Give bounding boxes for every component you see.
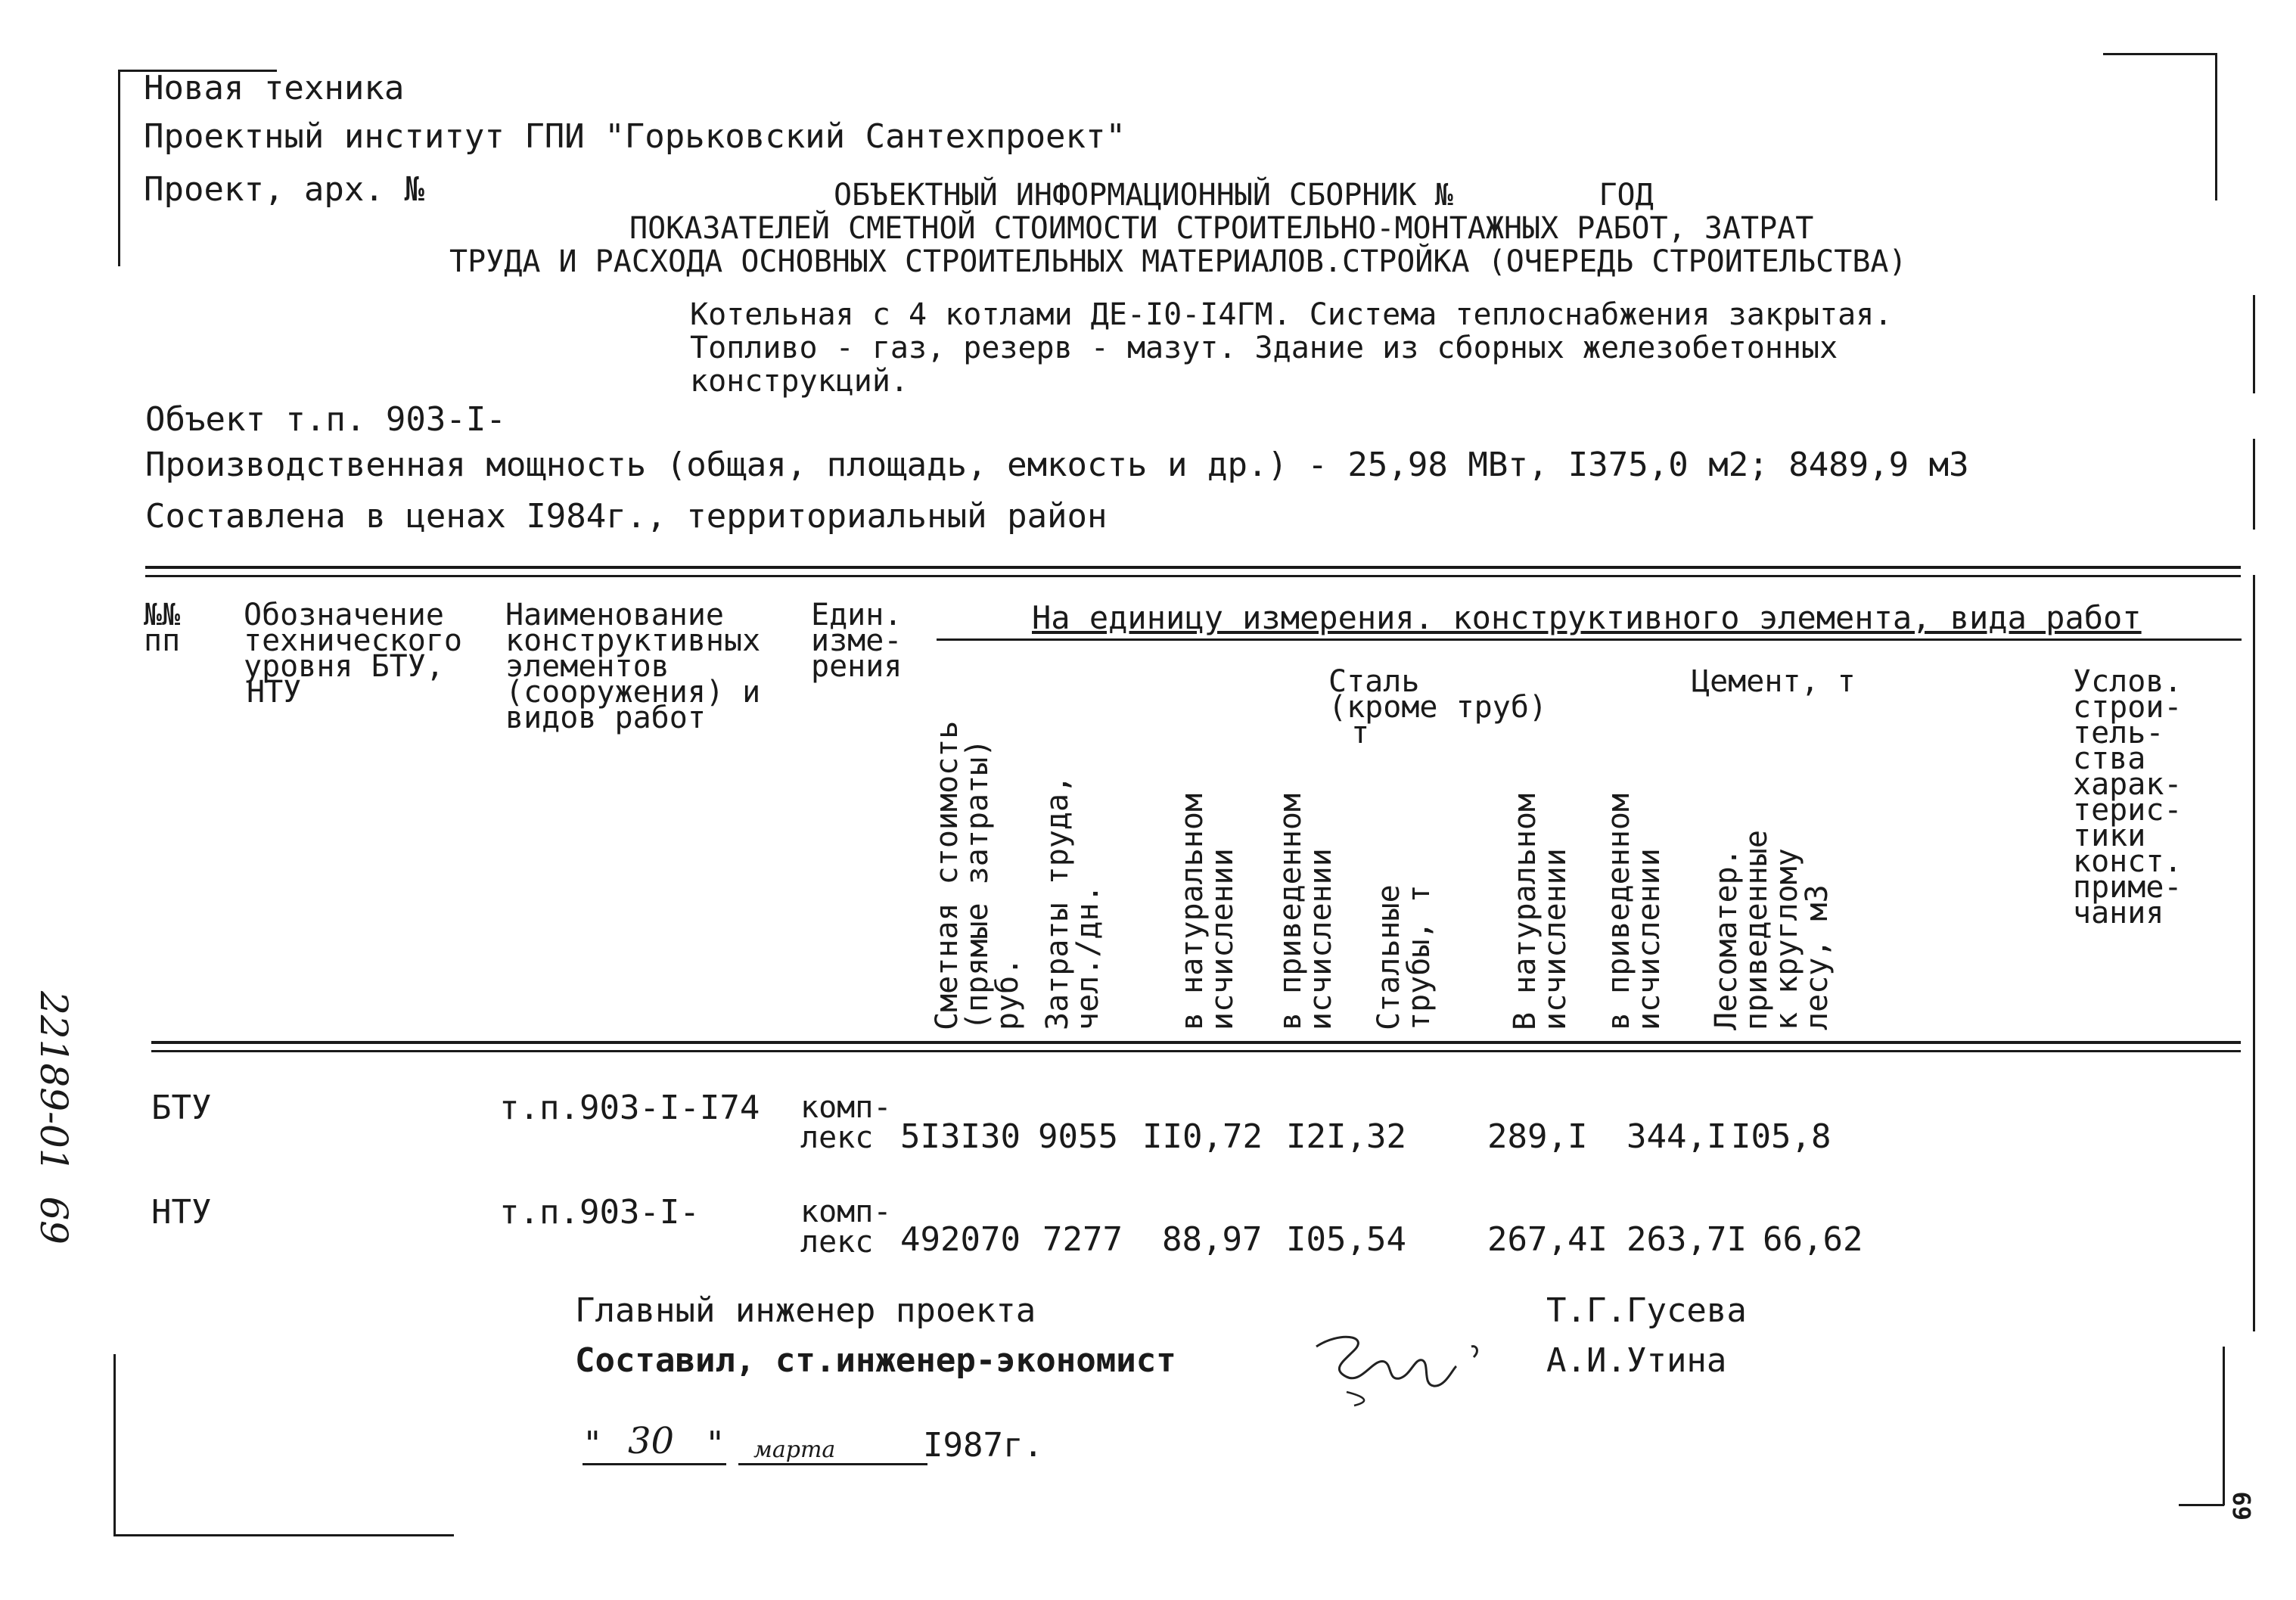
page-number: 69 bbox=[2228, 1491, 2257, 1521]
v-header-cost: Сметная стоимость (прямые затраты) руб. bbox=[930, 720, 1025, 1030]
v-header-timber: Лесоматер. приведенные к круглому лесу, м3 bbox=[1709, 830, 1835, 1030]
table-top-rule-2 bbox=[145, 575, 2241, 577]
row-cement-natural: 267,4I bbox=[1487, 1220, 1608, 1259]
v-header-steel-natural: в натуральном исчислении bbox=[1175, 793, 1240, 1030]
date-month-underline bbox=[738, 1463, 927, 1465]
col-header-number: №№ пп bbox=[144, 598, 181, 658]
row-unit-2: лекс bbox=[800, 1120, 874, 1155]
object-desc-3: конструкций. bbox=[690, 364, 909, 399]
row-cement-reduced: 344,I bbox=[1626, 1117, 1727, 1156]
frame-right-bottom bbox=[2223, 1347, 2225, 1505]
frame-left-bottom bbox=[113, 1354, 116, 1536]
frame-right-mid2 bbox=[2253, 439, 2255, 530]
signature bbox=[1301, 1316, 1490, 1407]
object-desc-2: Топливо - газ, резерв - мазут. Здание из сборных железобетонных bbox=[690, 331, 1838, 365]
row-cement-natural: 289,I bbox=[1487, 1117, 1588, 1156]
compiled-by-name: А.И.Утина bbox=[1546, 1341, 1727, 1380]
chief-engineer-label: Главный инженер проекта bbox=[575, 1291, 1036, 1330]
date-day: 30 bbox=[628, 1420, 675, 1462]
date-year: I987г. bbox=[923, 1426, 1043, 1465]
row-steel-reduced: I05,54 bbox=[1286, 1220, 1406, 1259]
row-level: БТУ bbox=[151, 1089, 212, 1127]
date-quote-close: " bbox=[705, 1424, 725, 1463]
compiled-by-label: Составил, ст.инженер-экономист bbox=[575, 1341, 1176, 1380]
header-bottom-rule-2 bbox=[151, 1050, 2241, 1052]
row-labor: 7277 bbox=[1042, 1220, 1123, 1259]
header-line-2: Проектный институт ГПИ "Горьковский Сантехпроект" bbox=[144, 117, 1126, 156]
group-header-rule bbox=[937, 638, 2242, 641]
frame-bottom-left bbox=[113, 1534, 454, 1536]
object-desc-1: Котельная с 4 котлами ДЕ-I0-I4ГМ. Система теплоснабжения закрытая. bbox=[690, 297, 1893, 332]
row-unit-1: комп- bbox=[800, 1090, 892, 1125]
row-unit-2: лекс bbox=[800, 1225, 874, 1260]
row-steel-natural: 88,97 bbox=[1162, 1220, 1263, 1259]
table-top-rule-1 bbox=[145, 566, 2241, 569]
title-line-3: ТРУДА И РАСХОДА ОСНОВНЫХ СТРОИТЕЛЬНЫХ МАТЕРИАЛОВ.СТРОЙКА (ОЧЕРЕДЬ СТРОИТЕЛЬСТВА) bbox=[449, 244, 1907, 279]
frame-right-mid3 bbox=[2253, 575, 2255, 1331]
group-header: На единицу измерения. конструктивного элемента, вида работ bbox=[1032, 599, 2142, 636]
cement-group-header: Цемент, т bbox=[1692, 664, 1856, 699]
title-line-1: ОБЪЕКТНЫЙ ИНФОРМАЦИОННЫЙ СБОРНИК № ГОД bbox=[834, 178, 1654, 213]
frame-right-mid1 bbox=[2253, 295, 2255, 393]
row-unit-1: комп- bbox=[800, 1195, 892, 1229]
header-line-3: Проект, арх. № bbox=[144, 170, 424, 209]
header-bottom-rule-1 bbox=[151, 1041, 2241, 1044]
frame-bottom-right bbox=[2179, 1504, 2224, 1506]
side-archive-code: 22189-01 69 bbox=[32, 991, 76, 1244]
row-timber: 66,62 bbox=[1763, 1220, 1863, 1259]
col-header-designation: Обозначение технического уровня БТУ, НТУ bbox=[244, 598, 462, 710]
v-header-pipes: Стальные трубы, т bbox=[1372, 884, 1437, 1030]
date-month: марта bbox=[753, 1437, 836, 1463]
row-cost: 492070 bbox=[900, 1220, 1021, 1259]
steel-group-header: Сталь (кроме труб) т bbox=[1328, 664, 1547, 750]
row-cost: 5I3I30 bbox=[900, 1117, 1021, 1156]
v-header-cement-reduced: в приведенном исчислении bbox=[1602, 793, 1667, 1030]
title-line-2: ПОКАЗАТЕЛЕЙ СМЕТНОЙ СТОИМОСТИ СТРОИТЕЛЬНО-МОНТАЖНЫХ РАБОТ, ЗАТРАТ bbox=[629, 211, 1814, 246]
frame-right-top bbox=[2215, 53, 2217, 200]
row-steel-natural: II0,72 bbox=[1142, 1117, 1263, 1156]
date-day-underline bbox=[583, 1463, 726, 1465]
frame-top-right bbox=[2103, 53, 2217, 55]
col-header-name: Наименование конструктивных элементов (сооружения) и видов работ bbox=[505, 598, 761, 735]
object-line: Объект т.п. 903-I- bbox=[145, 400, 506, 439]
v-header-steel-reduced: в приведенном исчислении bbox=[1273, 793, 1338, 1030]
conditions-header: Услов. строи- тель- ства харак- терис- тики конст. приме- чания bbox=[2073, 664, 2183, 930]
v-header-labor: Затраты труда, чел./дн. bbox=[1040, 775, 1105, 1030]
capacity-line: Производственная мощность (общая, площадь, емкость и др.) - 25,98 МВт, I375,0 м2; 8489,9 м3 bbox=[145, 446, 1969, 484]
row-steel-reduced: I2I,32 bbox=[1286, 1117, 1406, 1156]
v-header-cement-natural: В натуральном исчислении bbox=[1508, 793, 1573, 1030]
frame-left-top bbox=[118, 70, 120, 266]
chief-engineer-name: Т.Г.Гусева bbox=[1546, 1291, 1747, 1330]
row-cement-reduced: 263,7I bbox=[1626, 1220, 1747, 1259]
row-name: т.п.903-I- bbox=[499, 1193, 700, 1232]
row-name: т.п.903-I-I74 bbox=[499, 1089, 760, 1127]
row-level: НТУ bbox=[151, 1193, 212, 1232]
col-header-unit: Един. изме- рения bbox=[811, 598, 903, 684]
date-quote-open: " bbox=[583, 1424, 603, 1463]
prices-line: Составлена в ценах I984г., территориальный район bbox=[145, 497, 1108, 536]
row-timber: I05,8 bbox=[1731, 1117, 1832, 1156]
header-line-1: Новая техника bbox=[144, 69, 405, 107]
row-labor: 9055 bbox=[1038, 1117, 1118, 1156]
